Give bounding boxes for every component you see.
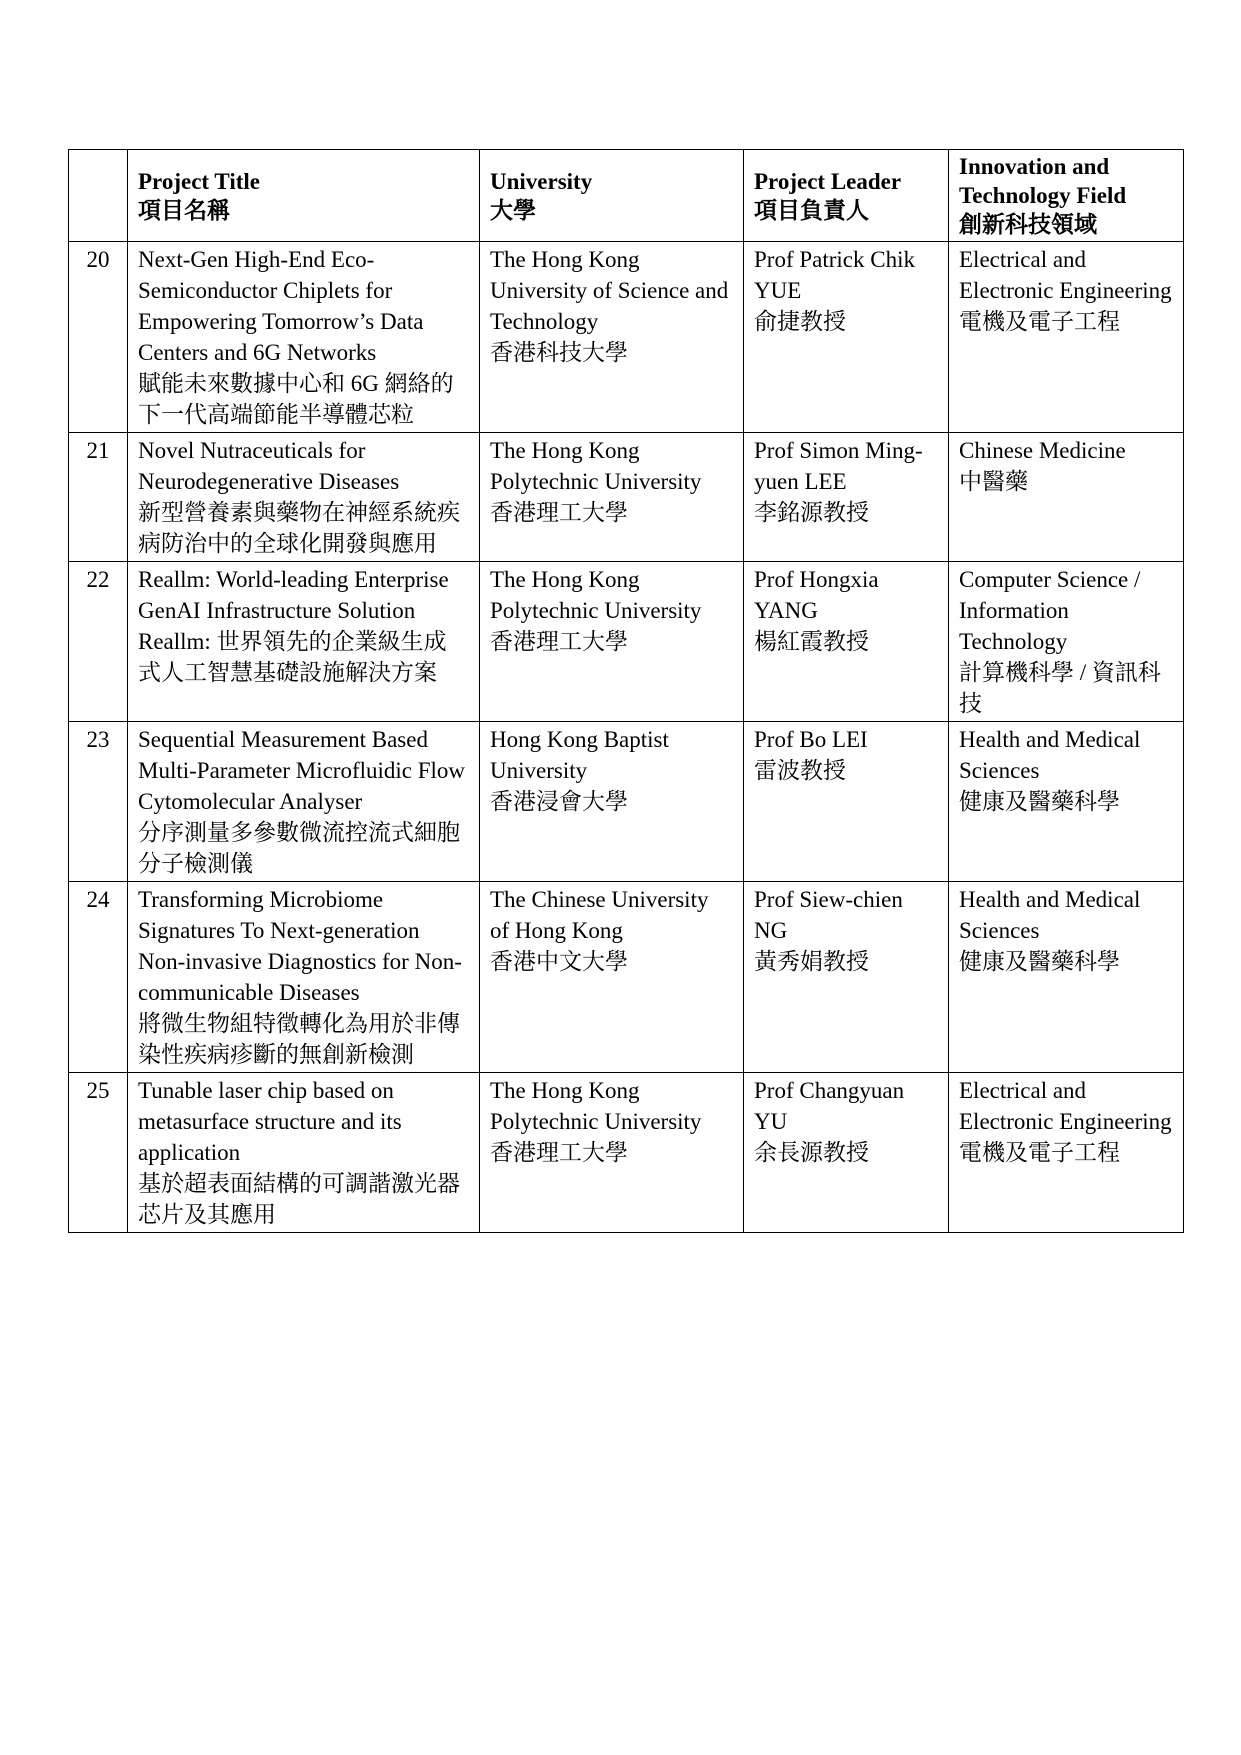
university-en: The Chinese University of Hong Kong bbox=[490, 887, 709, 943]
field-zh: 健康及醫藥科學 bbox=[959, 949, 1120, 974]
field-cell bbox=[949, 1073, 1184, 1233]
project-title-en: Reallm: World-leading Enterprise GenAI Infrastructure Solution bbox=[138, 567, 449, 623]
row-number: 25 bbox=[69, 1073, 128, 1233]
header-field-en: Innovation and Technology Field bbox=[959, 154, 1127, 208]
project-leader-zh: 余長源教授 bbox=[754, 1140, 869, 1165]
project-leader-en: Prof Siew-chien NG bbox=[754, 887, 903, 943]
project-title-cell bbox=[128, 1073, 480, 1233]
field-zh: 電機及電子工程 bbox=[959, 1140, 1120, 1165]
field-cell bbox=[949, 882, 1184, 1073]
field-zh: 計算機科學 / 資訊科技 bbox=[959, 660, 1161, 716]
table-body bbox=[69, 242, 1184, 1233]
project-leader-zh: 俞捷教授 bbox=[754, 309, 846, 334]
project-leader-cell bbox=[744, 1073, 949, 1233]
project-leader-cell bbox=[744, 242, 949, 433]
university-cell bbox=[480, 562, 744, 722]
table-row bbox=[69, 562, 1184, 722]
university-zh: 香港理工大學 bbox=[490, 629, 628, 654]
header-university bbox=[480, 150, 744, 242]
projects-table bbox=[68, 149, 1184, 1233]
field-en: Health and Medical Sciences bbox=[959, 727, 1141, 783]
field-cell bbox=[949, 722, 1184, 882]
field-en: Chinese Medicine bbox=[959, 438, 1126, 463]
header-project-title bbox=[128, 150, 480, 242]
field-en: Computer Science / Information Technology bbox=[959, 567, 1141, 654]
header-project-leader-en: Project Leader bbox=[754, 168, 902, 194]
university-cell bbox=[480, 882, 744, 1073]
project-title-cell bbox=[128, 882, 480, 1073]
project-leader-zh: 李銘源教授 bbox=[754, 500, 869, 525]
project-leader-en: Prof Hongxia YANG bbox=[754, 567, 879, 623]
table-row bbox=[69, 1073, 1184, 1233]
project-title-en: Next-Gen High-End Eco-Semiconductor Chiplets for Empowering Tomorrow’s Data Centers and 6G Networks bbox=[138, 247, 424, 365]
university-en: The Hong Kong University of Science and Technology bbox=[490, 247, 729, 334]
project-leader-en: Prof Changyuan YU bbox=[754, 1078, 905, 1134]
university-en: The Hong Kong Polytechnic University bbox=[490, 438, 702, 494]
project-leader-en: Prof Bo LEI bbox=[754, 727, 868, 752]
field-zh: 健康及醫藥科學 bbox=[959, 789, 1120, 814]
row-number: 21 bbox=[69, 433, 128, 562]
project-title-en: Transforming Microbiome Signatures To Next-generation Non-invasive Diagnostics for Non-communicable Diseases bbox=[138, 887, 462, 1005]
university-cell bbox=[480, 1073, 744, 1233]
university-zh: 香港理工大學 bbox=[490, 500, 628, 525]
row-number: 24 bbox=[69, 882, 128, 1073]
project-leader-en: Prof Simon Ming-yuen LEE bbox=[754, 438, 923, 494]
row-number: 22 bbox=[69, 562, 128, 722]
header-project-leader bbox=[744, 150, 949, 242]
university-cell bbox=[480, 433, 744, 562]
university-en: The Hong Kong Polytechnic University bbox=[490, 567, 702, 623]
project-leader-en: Prof Patrick Chik YUE bbox=[754, 247, 915, 303]
university-zh: 香港浸會大學 bbox=[490, 789, 628, 814]
header-university-zh: 大學 bbox=[490, 197, 536, 223]
table-header bbox=[69, 150, 1184, 242]
header-field bbox=[949, 150, 1184, 242]
project-title-en: Novel Nutraceuticals for Neurodegenerative Diseases bbox=[138, 438, 400, 494]
project-title-en: Tunable laser chip based on metasurface structure and its application bbox=[138, 1078, 402, 1165]
project-leader-zh: 黃秀娟教授 bbox=[754, 949, 869, 974]
table-row bbox=[69, 882, 1184, 1073]
project-title-zh: 基於超表面結構的可調諧激光器芯片及其應用 bbox=[138, 1171, 460, 1227]
project-title-zh: 新型營養素與藥物在神經系統疾病防治中的全球化開發與應用 bbox=[138, 500, 460, 556]
project-title-en: Sequential Measurement Based Multi-Parameter Microfluidic Flow Cytomolecular Analyser bbox=[138, 727, 466, 814]
row-number: 23 bbox=[69, 722, 128, 882]
project-title-zh: 將微生物組特徵轉化為用於非傳染性疾病疹斷的無創新檢測 bbox=[138, 1011, 460, 1067]
field-en: Health and Medical Sciences bbox=[959, 887, 1141, 943]
header-field-zh: 創新科技領域 bbox=[959, 212, 1097, 237]
field-cell bbox=[949, 242, 1184, 433]
university-zh: 香港理工大學 bbox=[490, 1140, 628, 1165]
header-project-title-zh: 項目名稱 bbox=[138, 197, 230, 223]
project-title-zh: 分序測量多參數微流控流式細胞分子檢測儀 bbox=[138, 820, 460, 876]
university-zh: 香港科技大學 bbox=[490, 340, 628, 365]
field-cell bbox=[949, 562, 1184, 722]
project-leader-zh: 雷波教授 bbox=[754, 758, 846, 783]
university-cell bbox=[480, 722, 744, 882]
project-title-zh: Reallm: 世界領先的企業級生成式人工智慧基礎設施解決方案 bbox=[138, 629, 447, 685]
header-row bbox=[69, 150, 1184, 242]
field-cell bbox=[949, 433, 1184, 562]
project-leader-cell bbox=[744, 433, 949, 562]
university-en: The Hong Kong Polytechnic University bbox=[490, 1078, 702, 1134]
project-title-cell bbox=[128, 562, 480, 722]
header-university-en: University bbox=[490, 168, 593, 194]
table-row bbox=[69, 722, 1184, 882]
field-zh: 中醫藥 bbox=[959, 469, 1028, 494]
field-en: Electrical and Electronic Engineering bbox=[959, 247, 1172, 303]
project-leader-cell bbox=[744, 882, 949, 1073]
university-en: Hong Kong Baptist University bbox=[490, 727, 669, 783]
project-title-cell bbox=[128, 722, 480, 882]
header-number bbox=[69, 150, 128, 242]
project-leader-cell bbox=[744, 722, 949, 882]
row-number: 20 bbox=[69, 242, 128, 433]
university-zh: 香港中文大學 bbox=[490, 949, 628, 974]
header-project-title-en: Project Title bbox=[138, 168, 260, 194]
project-title-cell bbox=[128, 433, 480, 562]
project-leader-zh: 楊紅霞教授 bbox=[754, 629, 869, 654]
project-leader-cell bbox=[744, 562, 949, 722]
project-title-cell bbox=[128, 242, 480, 433]
table-row bbox=[69, 242, 1184, 433]
field-en: Electrical and Electronic Engineering bbox=[959, 1078, 1172, 1134]
university-cell bbox=[480, 242, 744, 433]
header-project-leader-zh: 項目負責人 bbox=[754, 197, 869, 223]
table-row bbox=[69, 433, 1184, 562]
field-zh: 電機及電子工程 bbox=[959, 309, 1120, 334]
project-title-zh: 賦能未來數據中心和 6G 網絡的下一代高端節能半導體芯粒 bbox=[138, 371, 454, 427]
